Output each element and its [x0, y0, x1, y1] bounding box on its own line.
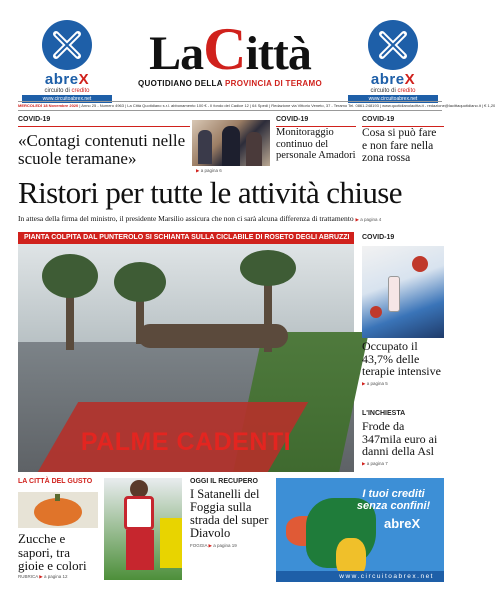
lead-headline[interactable]: «Contagi contenuti nelle scuole teramane»	[18, 131, 186, 168]
story-headline[interactable]: Monitoraggio continuo del personale Amadori	[276, 127, 356, 161]
page-ref: ▶ a pagina 7	[362, 460, 388, 466]
player-shirt	[124, 496, 154, 530]
issue-date: MERCOLEDÌ 18 Novembre 2020	[18, 103, 79, 108]
palm-crown	[240, 250, 296, 286]
main-photo[interactable]	[18, 232, 354, 472]
abrex-wordmark: abreX	[44, 71, 90, 88]
virus-icon	[370, 306, 382, 318]
abrex-ad-left[interactable]	[22, 20, 112, 102]
vial-icon	[388, 276, 400, 312]
page-ref: RUBRICA ▶ a pagina 12	[18, 574, 68, 579]
pumpkin-icon	[34, 498, 82, 526]
section-rule	[362, 126, 444, 127]
abrex-url: www.circuitoabrex.net	[22, 95, 112, 103]
page-ref: ▶ a pagina 4	[355, 217, 382, 222]
story-terapie[interactable]	[362, 340, 444, 387]
person-figure	[198, 130, 212, 164]
page-ref: ▶ a pagina 5	[362, 380, 388, 386]
abrex-wordmark: abreX	[370, 71, 416, 88]
abrex-logo-icon	[42, 20, 92, 70]
main-headline[interactable]: Ristori per tutte le attività chiuse	[18, 175, 402, 210]
ad-brand: abreX	[384, 516, 421, 531]
abrex-tagline: circuito di credito	[370, 88, 416, 94]
tree-crown	[114, 262, 166, 302]
pumpkin-stem	[55, 494, 60, 501]
masthead-subtitle: QUOTIDIANO DELLA PROVINCIA DI TERAMO	[138, 79, 322, 88]
photo-banner: PIANTA COLPITA DAL PUNTEROLO SI SCHIANTA SULLA CICLABILE DI ROSETO DEGLI ABRUZZI	[18, 232, 354, 244]
section-rule	[276, 126, 356, 127]
story-headline[interactable]: Frode da 347mila euro ai danni della Asl	[362, 419, 438, 458]
section-label: COVID-19	[362, 116, 395, 123]
virus-icon	[412, 256, 428, 272]
person-figure	[246, 132, 262, 166]
abrex-url: www.circuitoabrex.net	[348, 95, 438, 103]
issue-details: | Anno 25 - Numero 4963 | La Città Quotidiano s.r.l. abbonamento 100 € - Il fondo del Cadice 12 | 64 Spedi | Redazione via Vittorio Veneto, 37 - Teramo Tel. 0861.248193 | www.quotidianolacitta.it - redazione@lacittaquotidiano.it | € 1,20	[79, 103, 495, 108]
section-label: COVID-19	[18, 116, 51, 123]
page-ref: ▶ a pagina 6	[196, 168, 222, 173]
masthead	[120, 16, 340, 88]
page-ref: FOGGIA ▶ a pagina 19	[190, 543, 237, 548]
story-headline[interactable]: Cosa si può fare e non fare nella zona rossa	[362, 127, 437, 164]
masthead-logo: LaCittà	[149, 16, 311, 82]
abrex-ad-bottom[interactable]	[276, 478, 444, 582]
ad-url[interactable]: www.circuitoabrex.net	[276, 571, 444, 582]
abrex-logo-icon	[368, 20, 418, 70]
photo-overlay-title: PALME CADENTI	[80, 428, 292, 456]
story-inchiesta[interactable]	[362, 410, 444, 467]
main-subheadline: In attesa della firma del ministro, il presidente Marsilio assicura che non ci sarà alcuna differenza di trattamento ▶ a pagina 4	[18, 214, 382, 223]
story-zona-rossa[interactable]	[362, 116, 444, 165]
person-figure	[222, 126, 240, 166]
section-label: LA CITTÀ DEL GUSTO	[18, 478, 93, 485]
fallen-palm	[138, 324, 288, 348]
pumpkin-photo[interactable]	[18, 492, 98, 528]
lead-story[interactable]	[18, 116, 190, 168]
section-label: L'INCHIESTA	[362, 410, 406, 417]
football-photo[interactable]	[104, 478, 182, 580]
story-gusto[interactable]	[18, 478, 98, 579]
story-headline[interactable]: Zucche e sapori, tra gioie e colori	[18, 531, 87, 573]
abrex-ad-right[interactable]	[348, 20, 438, 102]
tree-crown	[42, 254, 98, 298]
story-headline[interactable]: I Satanelli del Foggia sulla strada del super Diavolo	[190, 487, 269, 540]
section-rule	[18, 126, 190, 127]
section-label: COVID-19	[276, 116, 309, 123]
abrex-tagline: circuito di credito	[44, 88, 90, 94]
story-amadori[interactable]	[276, 116, 356, 162]
issue-info-bar	[18, 101, 495, 111]
lead-photo[interactable]	[192, 120, 270, 166]
story-recupero[interactable]	[190, 478, 270, 549]
covid-photo[interactable]	[362, 246, 444, 338]
covid-section-label-wrap	[362, 234, 444, 241]
player-shorts	[126, 530, 154, 570]
section-label: COVID-19	[362, 234, 395, 241]
opponent-player	[160, 518, 182, 568]
section-label: OGGI IL RECUPERO	[190, 478, 258, 485]
story-headline[interactable]: Occupato il 43,7% delle terapie intensive	[362, 339, 441, 378]
ad-slogan: I tuoi crediti senza confini!	[356, 488, 431, 512]
